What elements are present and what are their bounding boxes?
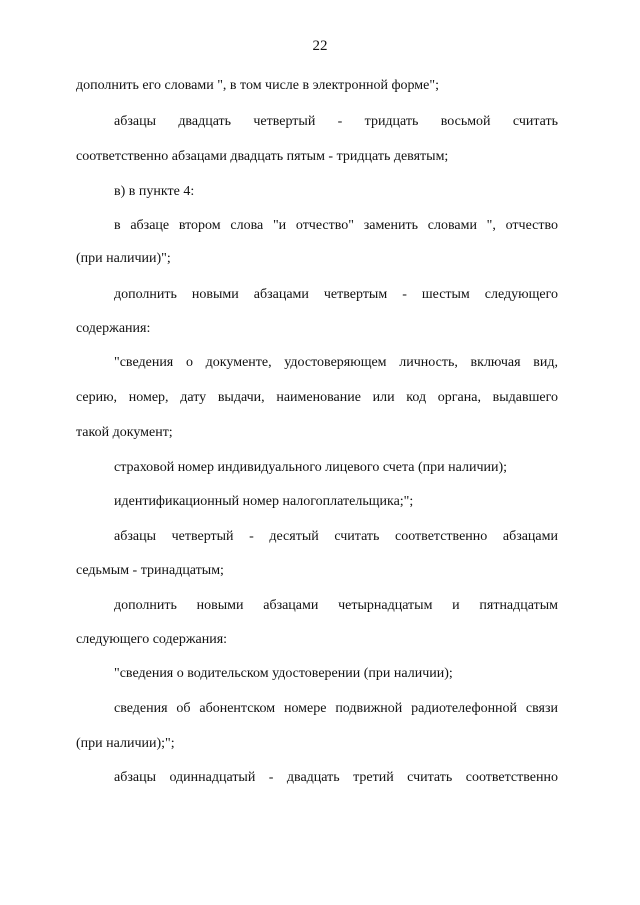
text-line: абзацы двадцать четвертый - тридцать восьмой считать xyxy=(114,114,558,129)
text-line: следующего содержания: xyxy=(76,632,228,647)
text-line: в абзаце втором слова "и отчество" заменить словами ", отчество xyxy=(114,218,558,233)
text-line: страховой номер индивидуального лицевого счета (при наличии); xyxy=(114,460,508,475)
text-line: дополнить новыми абзацами четвертым - шестым следующего xyxy=(114,287,558,302)
text-line: идентификационный номер налогоплательщика;"; xyxy=(114,494,414,509)
text-line: дополнить его словами ", в том числе в электронной форме"; xyxy=(76,78,439,93)
text-line: сведения об абонентском номере подвижной радиотелефонной связи xyxy=(114,701,558,716)
text-line: соответственно абзацами двадцать пятым - тридцать девятым; xyxy=(76,149,449,164)
text-line: "сведения о водительском удостоверении (при наличии); xyxy=(114,666,453,681)
text-line: содержания: xyxy=(76,321,151,336)
text-line: (при наличии);"; xyxy=(76,736,175,751)
text-line: (при наличии)"; xyxy=(76,251,171,266)
text-line: абзацы одиннадцатый - двадцать третий считать соответственно xyxy=(114,770,558,785)
text-line: такой документ; xyxy=(76,425,173,440)
text-line: в) в пункте 4: xyxy=(114,184,195,199)
text-line: седьмым - тринадцатым; xyxy=(76,563,224,578)
text-line: серию, номер, дату выдачи, наименование или код органа, выдавшего xyxy=(76,390,558,405)
text-line: дополнить новыми абзацами четырнадцатым и пятнадцатым xyxy=(114,598,558,613)
page-number: 22 xyxy=(312,38,328,54)
text-line: абзацы четвертый - десятый считать соответственно абзацами xyxy=(114,529,558,544)
text-line: "сведения о документе, удостоверяющем личность, включая вид, xyxy=(114,355,558,370)
